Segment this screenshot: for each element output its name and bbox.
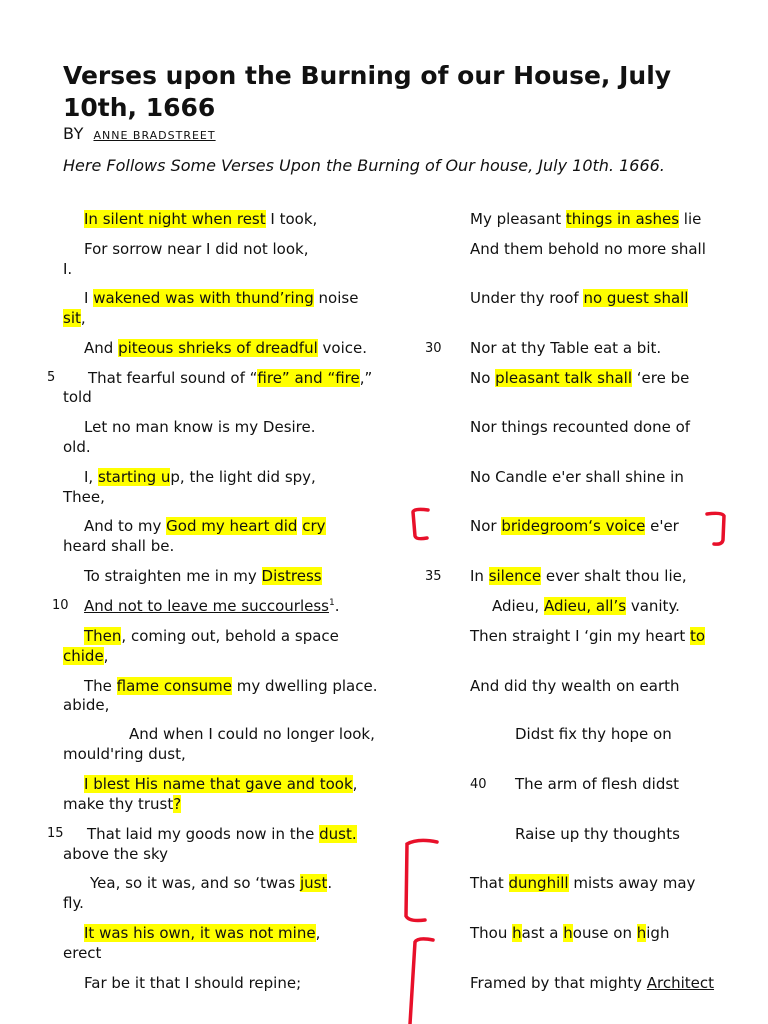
bracket-left-annotation <box>413 509 428 538</box>
poem-line-wrap: mould'ring dust, <box>63 745 186 763</box>
bracket-partial-annotation <box>410 939 433 1024</box>
bracket-tall-annotation <box>406 840 437 920</box>
poem-line-wrap: old. <box>63 438 91 456</box>
line-number: 30 <box>425 341 442 356</box>
poem-line-wrap: told <box>63 388 92 406</box>
poem-line: That laid my goods now in the dust. <box>87 825 357 843</box>
poem-line: Far be it that I should repine; <box>84 974 302 992</box>
poem-line: And piteous shrieks of dreadful voice. <box>84 339 367 357</box>
poem-line: And them behold no more shall <box>470 240 706 258</box>
footnote-ref[interactable]: 1 <box>328 598 335 608</box>
poem-line: I, starting up, the light did spy, <box>84 468 316 486</box>
poem-line: That dunghill mists away may <box>470 874 696 892</box>
line-number: 40 <box>470 777 487 792</box>
poem-line: Nor at thy Table eat a bit. <box>470 339 662 357</box>
poem-line: It was his own, it was not mine, <box>84 924 321 942</box>
poem-line: Adieu, Adieu, all’s vanity. <box>492 597 680 615</box>
poem-line: For sorrow near I did not look, <box>84 240 309 258</box>
poem-line: That fearful sound of “fire” and “fire,” <box>88 369 373 387</box>
poem-line-wrap: make thy trust? <box>63 795 182 813</box>
intro-text: Here Follows Some Verses Upon the Burning of Our house, July 10th. 1666. <box>63 156 665 175</box>
poem-line-wrap: I. <box>63 260 73 278</box>
poem-line: And to my God my heart did cry <box>84 517 326 535</box>
poem-line: No pleasant talk shall ‘ere be <box>470 369 690 387</box>
line-number: 5 <box>47 370 56 385</box>
line-number: 10 <box>52 598 69 613</box>
poem-line-wrap: above the sky <box>63 845 168 863</box>
poem-line-wrap: fly. <box>63 894 84 912</box>
bracket-right-annotation <box>707 513 724 544</box>
poem-title: Verses upon the Burning of our House, July 10th, 1666 <box>63 61 672 122</box>
poem-line: Then straight I ‘gin my heart to <box>470 627 706 645</box>
poem-line: Thou hast a house on high <box>470 924 670 942</box>
poem-line-wrap: sit, <box>63 309 86 327</box>
author-link[interactable]: ANNE BRADSTREET <box>93 129 216 142</box>
poem-line: In silent night when rest I took, <box>84 210 318 228</box>
line-number: 35 <box>425 569 442 584</box>
poem-line: Didst fix thy hope on <box>515 725 672 743</box>
poem-line: Nor bridegroom‘s voice e'er <box>470 517 679 535</box>
poem-line: And when I could no longer look, <box>129 725 375 743</box>
poem-line-wrap: heard shall be. <box>63 537 175 555</box>
byline-prefix: BY <box>63 124 84 143</box>
poem-line: To straighten me in my Distress <box>84 567 322 585</box>
poem-line: Nor things recounted done of <box>470 418 691 436</box>
poem-line: No Candle e'er shall shine in <box>470 468 684 486</box>
poem-line: The flame consume my dwelling place. <box>84 677 378 695</box>
poem-line: And not to leave me succourless$^1$. <box>84 597 340 615</box>
poem-line: I blest His name that gave and took, <box>84 775 358 793</box>
poem-line-wrap: erect <box>63 944 102 962</box>
poem-line: The arm of flesh didst <box>515 775 680 793</box>
poem-line: And did thy wealth on earth <box>470 677 680 695</box>
poem-line-wrap: chide, <box>63 647 109 665</box>
poem-line: Then, coming out, behold a space <box>84 627 339 645</box>
poem-line: My pleasant things in ashes lie <box>470 210 702 228</box>
poem-line: I wakened was with thund’ring noise <box>84 289 359 307</box>
line-number: 15 <box>47 826 64 841</box>
poem-line-wrap: abide, <box>63 696 110 714</box>
poem-line: Let no man know is my Desire. <box>84 418 316 436</box>
poem-line: Raise up thy thoughts <box>515 825 680 843</box>
poem-line: In silence ever shalt thou lie, <box>470 567 687 585</box>
poem-line: Under thy roof no guest shall <box>470 289 689 307</box>
poem-line-wrap: Thee, <box>63 488 105 506</box>
poem-line: Framed by that mighty Architect <box>470 974 715 992</box>
poem-line: Yea, so it was, and so ‘twas just. <box>90 874 333 892</box>
